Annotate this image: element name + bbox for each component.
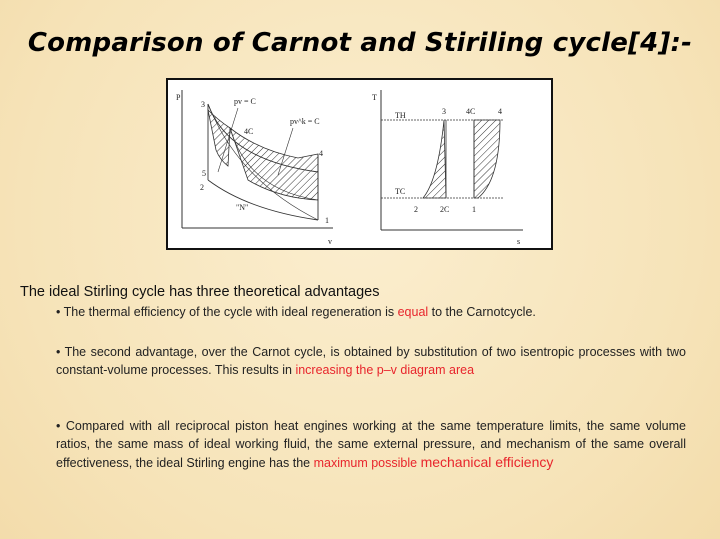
cycle-diagrams-svg xyxy=(168,80,551,248)
bullet-1 xyxy=(56,303,696,321)
bullet-3-highlight-b: mechanical efficiency xyxy=(420,454,554,470)
intro-text: The ideal Stirling cycle has three theoretical advantages xyxy=(20,284,380,300)
bullet-1-text-a: • The thermal efficiency of the cycle with ideal regeneration is xyxy=(56,305,398,319)
bullet-2-text: • The second advantage, over the Carnot cycle, is obtained by substitution of two isentropic processes with two constant-volume processes. This results in xyxy=(56,345,686,377)
ts-label-tc: TC xyxy=(395,187,406,196)
ts-diagram xyxy=(372,90,523,246)
ts-point-2: 2 xyxy=(414,205,418,214)
pv-label-pv-c: pv = C xyxy=(234,97,256,106)
ts-point-1: 1 xyxy=(472,205,476,214)
pv-point-5: 5 xyxy=(202,169,206,178)
cycle-diagram-figure xyxy=(166,78,553,250)
pv-label-n: "N" xyxy=(236,203,249,212)
ts-point-2c: 2C xyxy=(440,205,450,214)
bullet-3-text: • Compared with all reciprocal piston heat engines working at the same temperature limits, the same volume ratios, the same mass of ideal working fluid, the same external pressure, and mechanism of the same overall effectiveness, the ideal Stirling engine has the xyxy=(56,419,686,470)
pv-point-1: 1 xyxy=(325,216,329,225)
ts-axis-label-t: T xyxy=(372,93,377,102)
ts-point-4c: 4C xyxy=(466,107,476,116)
ts-hatched-right xyxy=(474,120,500,198)
pv-axis-label-v: v xyxy=(328,237,332,246)
pv-diagram xyxy=(176,90,333,246)
pv-axis-label-p: P xyxy=(176,93,181,102)
bullet-2 xyxy=(56,343,686,379)
bullet-1-text-b: to the Carnotcycle. xyxy=(428,305,536,319)
ts-hatched-left xyxy=(423,120,446,198)
bullet-3 xyxy=(56,417,686,472)
bullet-2-highlight: increasing the p–v diagram area xyxy=(295,363,475,377)
ts-point-4: 4 xyxy=(498,107,502,116)
slide-title: Comparison of Carnot and Stiriling cycle[4]:- xyxy=(27,28,693,58)
pv-hatched-area-left xyxy=(208,110,230,166)
pv-hatched-area-right xyxy=(230,128,318,200)
ts-axis-label-s: s xyxy=(517,237,521,246)
pv-point-3: 3 xyxy=(201,100,205,109)
pv-point-2: 2 xyxy=(200,183,204,192)
bullet-1-highlight: equal xyxy=(397,305,429,319)
pv-label-pvk-c: pv^k = C xyxy=(290,117,320,126)
pv-point-4c: 4C xyxy=(244,127,254,136)
ts-label-th: TH xyxy=(395,111,406,120)
ts-point-3: 3 xyxy=(442,107,446,116)
bullet-3-highlight-a: maximum possible xyxy=(313,456,421,470)
pv-point-4: 4 xyxy=(319,149,323,158)
